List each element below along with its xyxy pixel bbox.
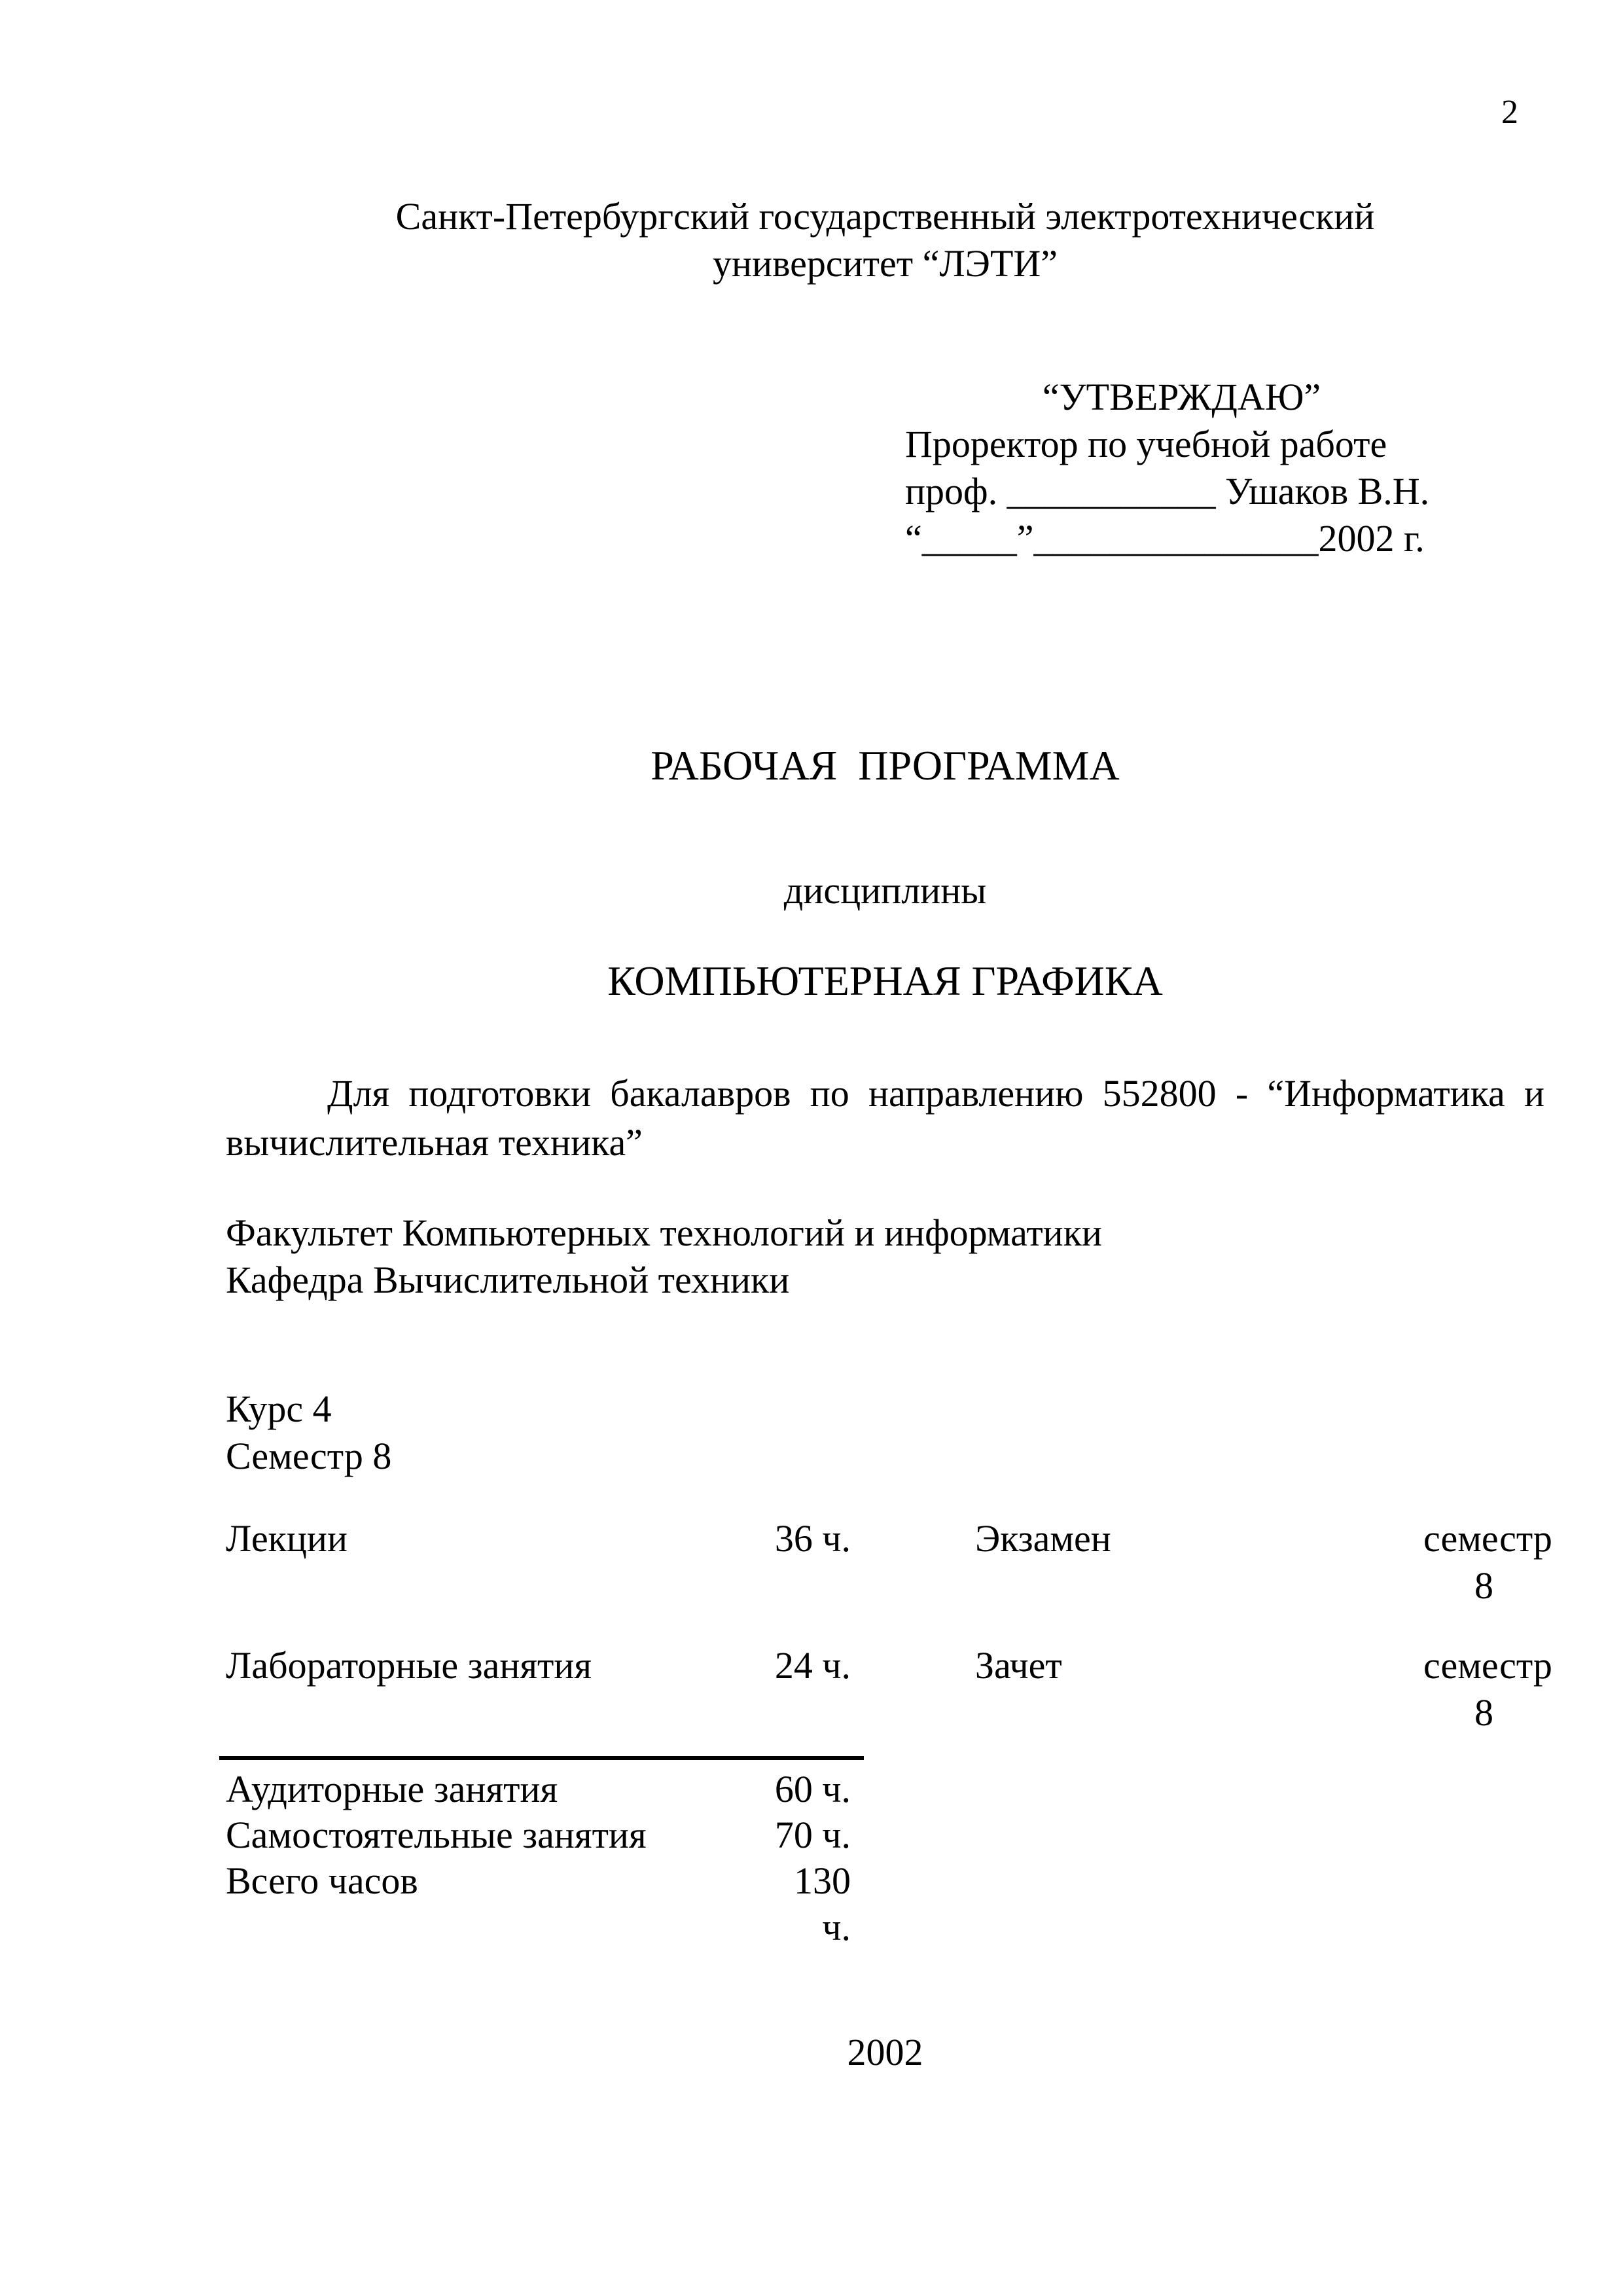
workload-hours: 24 ч. (774, 1644, 851, 1687)
summary-divider (219, 1756, 864, 1760)
control-term: семестр 8 (1423, 1517, 1552, 1607)
approval-role: Проректор по учебной работе (905, 422, 1387, 465)
summary-row (226, 1858, 1544, 1950)
approval-date: “_____”_______________2002 г. (905, 516, 1425, 560)
workload-hours: 36 ч. (774, 1517, 851, 1560)
page-number: 2 (1501, 94, 1518, 131)
year-footer: 2002 (847, 2030, 923, 2073)
workload-label: Лекции (226, 1517, 348, 1560)
summary-hours: 60 ч. (774, 1768, 851, 1811)
workload-row (226, 1642, 1552, 1736)
workload-row (226, 1515, 1552, 1609)
course-line: Курс 4 (226, 1387, 332, 1430)
control-label: Экзамен (975, 1517, 1111, 1560)
program-title: РАБОЧАЯ ПРОГРАММА (651, 742, 1120, 789)
summary-row (226, 1767, 1544, 1812)
faculty-block (226, 1210, 1544, 1304)
course-block (226, 1386, 1544, 1480)
university-header (226, 193, 1544, 287)
summary-label: Самостоятельные занятия (226, 1814, 647, 1857)
summary-label: Всего часов (226, 1859, 418, 1903)
summary-label: Аудиторные занятия (226, 1768, 558, 1811)
summary-hours: 70 ч. (774, 1814, 851, 1857)
approval-title: “УТВЕРЖДАЮ” (1042, 375, 1321, 418)
approval-signature: проф. ___________ Ушаков В.Н. (905, 469, 1430, 512)
direction-paragraph: Для подготовки бакалавров по направлению 552800 - “Информатика и вычислительная техника” (226, 1072, 1544, 1164)
university-name-line1: Санкт-Петербургский государственный электротехнический (395, 195, 1375, 238)
department-line: Кафедра Вычислительной техники (226, 1258, 790, 1301)
faculty-line: Факультет Компьютерных технологий и информатики (226, 1211, 1102, 1254)
university-name-line2: университет “ЛЭТИ” (712, 242, 1058, 285)
discipline-name: КОМПЬЮТЕРНАЯ ГРАФИКА (607, 958, 1163, 1005)
approval-block (905, 374, 1458, 562)
workload-label: Лабораторные занятия (226, 1644, 592, 1687)
summary-row (226, 1812, 1544, 1858)
control-term: семестр 8 (1423, 1644, 1552, 1734)
control-label: Зачет (975, 1644, 1062, 1687)
semester-line: Семестр 8 (226, 1434, 392, 1477)
discipline-label: дисциплины (783, 869, 987, 912)
summary-hours: 130 ч. (794, 1859, 851, 1948)
summary-block (226, 1767, 1544, 1950)
